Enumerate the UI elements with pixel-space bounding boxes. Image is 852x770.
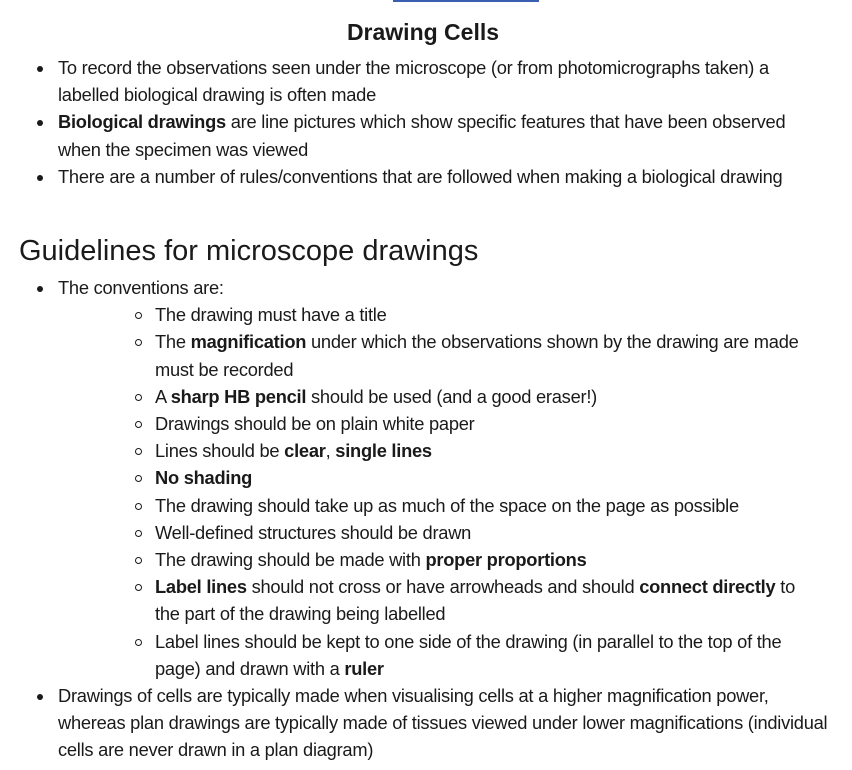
convention-item: The drawing should be made with proper proportions	[58, 546, 832, 573]
convention-item: Lines should be clear, single lines	[58, 437, 832, 464]
convention-item: The drawing should take up as much of the space on the page as possible	[58, 492, 832, 519]
bold-term: proper proportions	[425, 549, 587, 571]
bold-term: sharp HB pencil	[170, 385, 307, 407]
intro-item: Biological drawings are line pictures which show specific features that have been observed when the specimen was viewed	[0, 108, 852, 162]
intro-item: There are a number of rules/conventions that are followed when making a biological drawing	[0, 163, 852, 190]
convention-item: Well-defined structures should be drawn	[58, 519, 832, 546]
bold-term: Biological drawings	[58, 111, 226, 133]
convention-item: The magnification under which the observations shown by the drawing are made must be recorded	[58, 328, 832, 382]
top-link-underline[interactable]	[393, 0, 539, 2]
conventions-label: The conventions are:	[58, 277, 224, 298]
conventions-item	[0, 274, 852, 682]
convention-item: A sharp HB pencil should be used (and a good eraser!)	[58, 383, 832, 410]
intro-list	[0, 54, 852, 190]
bold-term: Label lines	[155, 576, 247, 598]
convention-item: Drawings should be on plain white paper	[58, 410, 832, 437]
convention-item: The drawing must have a title	[58, 301, 832, 328]
bold-term: magnification	[190, 331, 307, 353]
convention-item: Label lines should not cross or have arrowheads and should connect directly to the part of the drawing being labelled	[58, 573, 832, 627]
bold-term: No shading	[155, 467, 253, 489]
guidelines-heading: Guidelines for microscope drawings	[19, 235, 479, 267]
guidelines-list	[0, 274, 852, 764]
bold-term: clear	[284, 440, 326, 462]
convention-item	[58, 464, 832, 491]
conventions-list	[58, 301, 832, 682]
section-title: Drawing Cells	[346, 19, 500, 45]
intro-item: To record the observations seen under the microscope (or from photomicrographs taken) a labelled biological drawing is often made	[0, 54, 852, 108]
bold-term: connect directly	[639, 576, 776, 598]
closing-item: Drawings of cells are typically made when visualising cells at a higher magnification power, whereas plan drawings are typically made of tissues viewed under lower magnifications (individual cells are never drawn in a plan diagram)	[0, 682, 852, 764]
convention-item: Label lines should be kept to one side of the drawing (in parallel to the top of the page) and drawn with a ruler	[58, 628, 832, 682]
bold-term: ruler	[344, 657, 384, 679]
bold-term: single lines	[335, 440, 432, 462]
